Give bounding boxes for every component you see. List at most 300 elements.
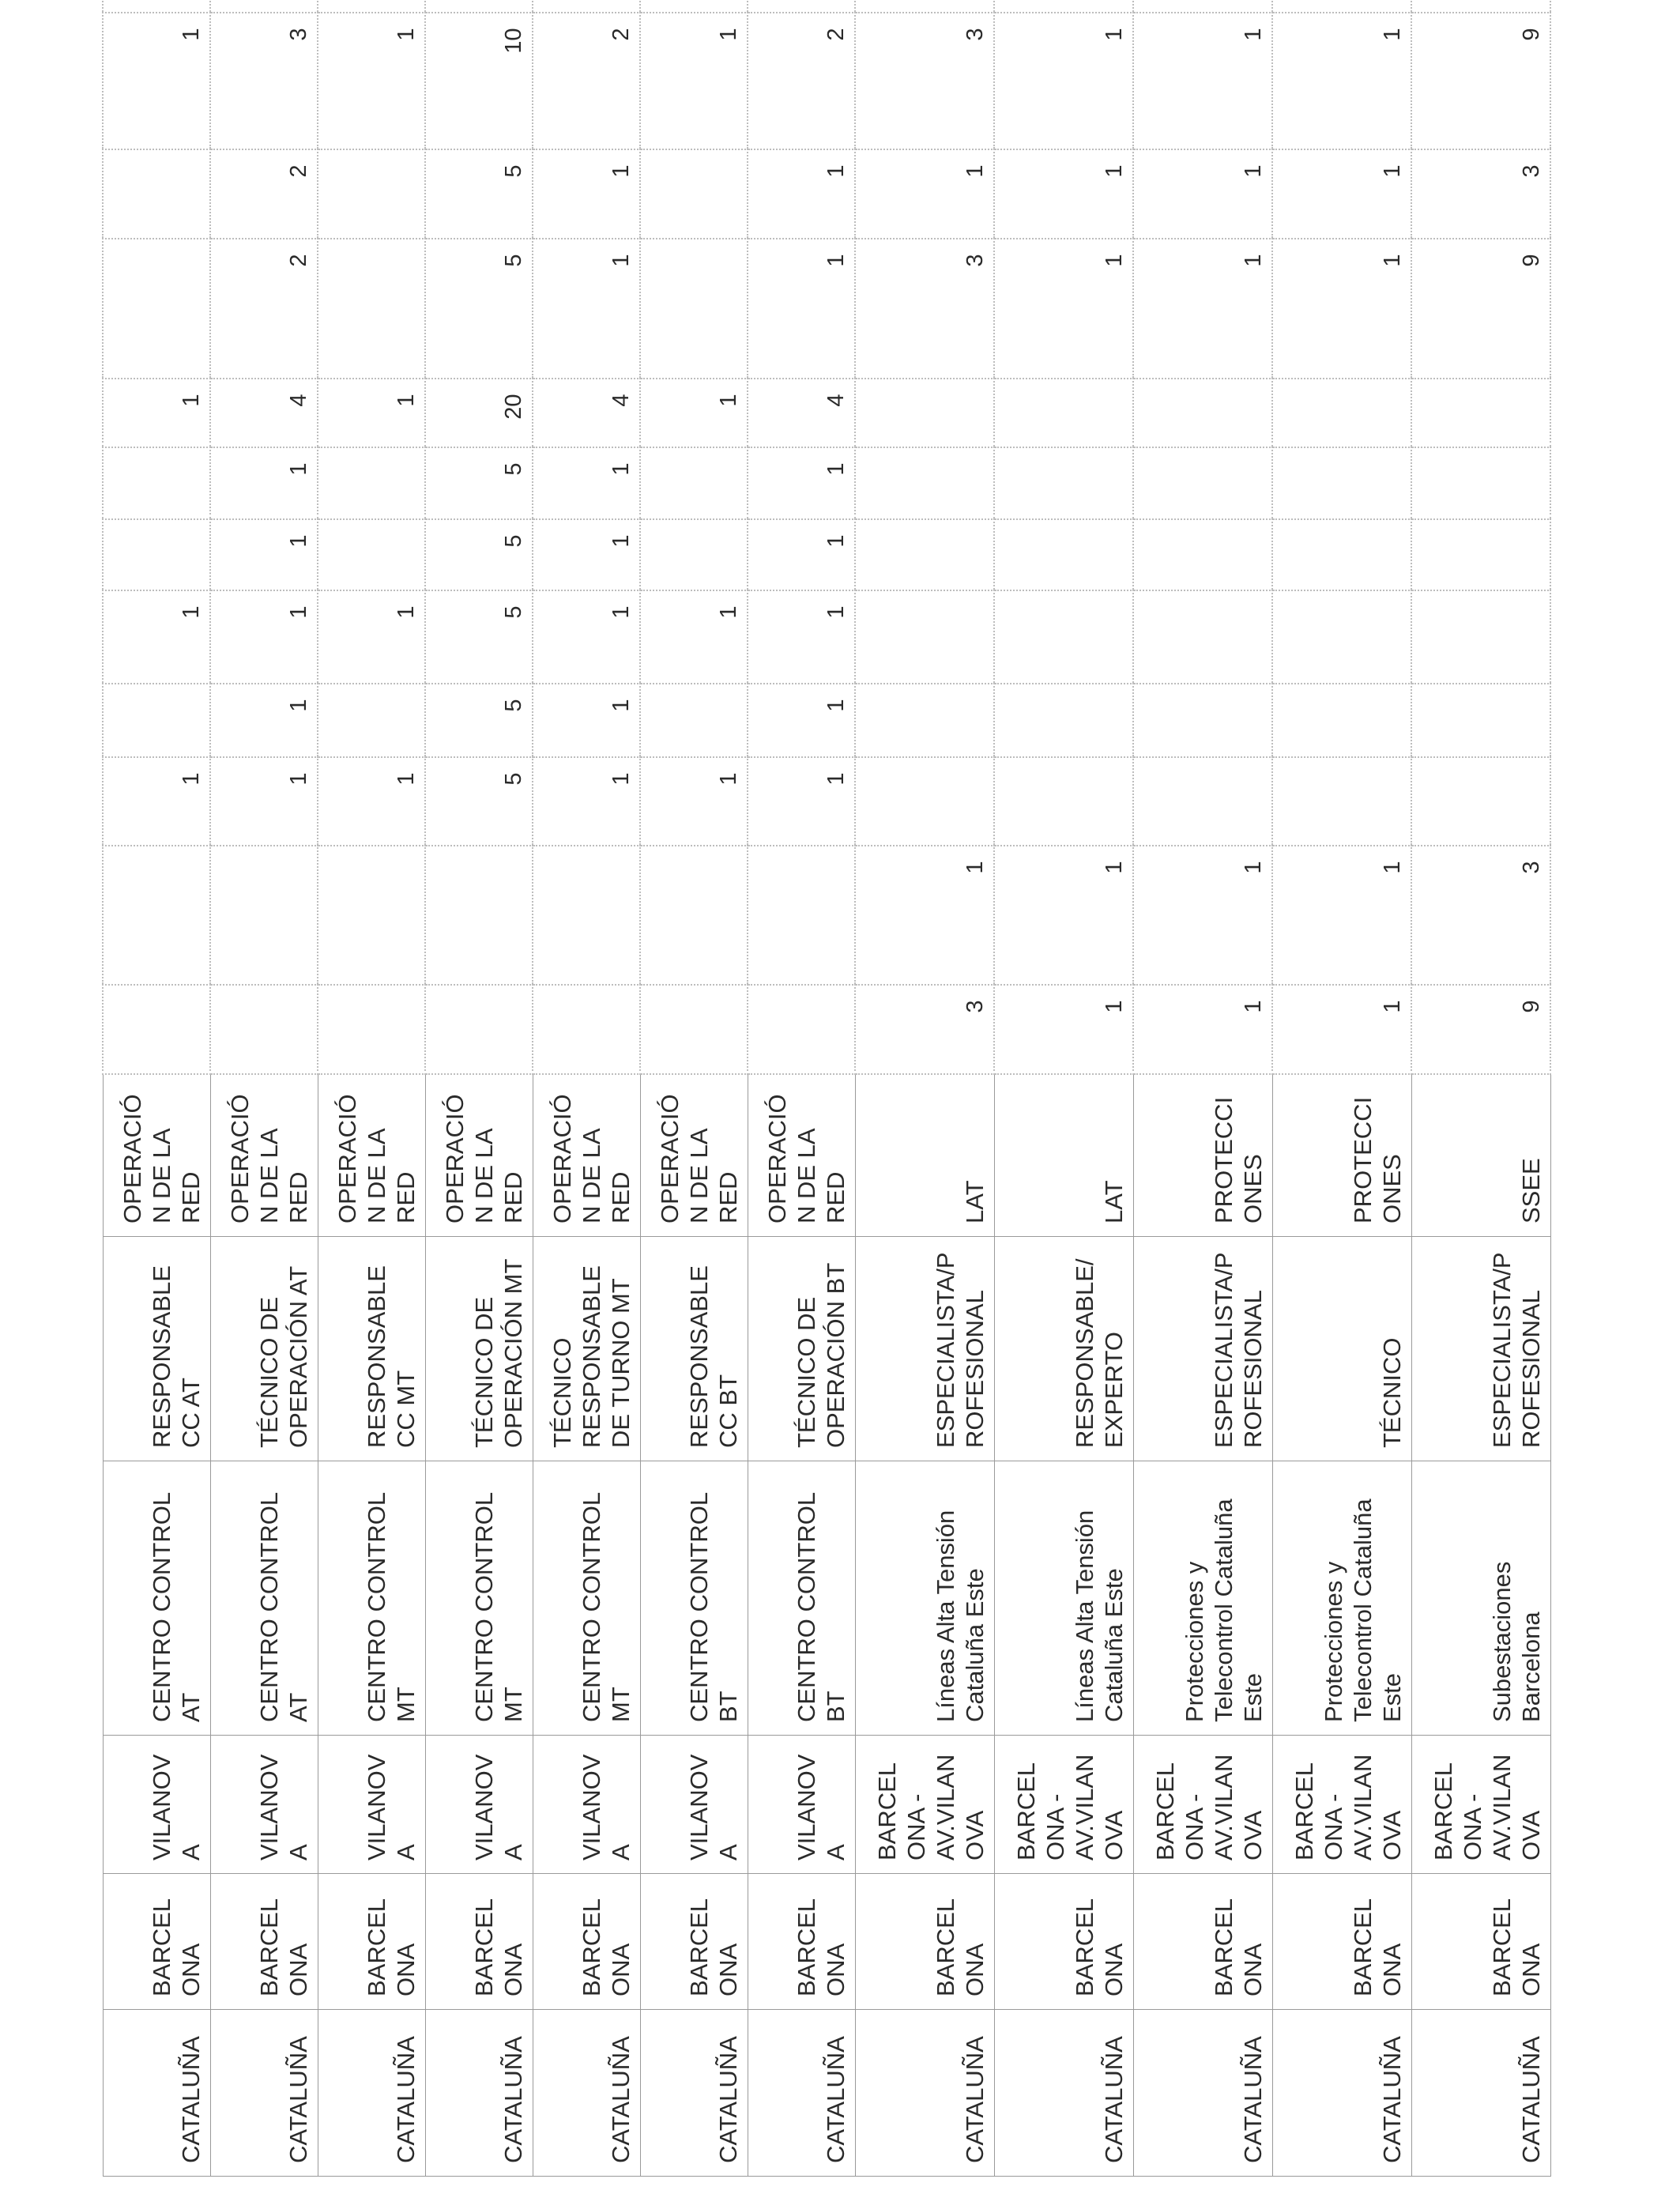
value-text: 1 (286, 534, 311, 548)
value-text: 1 (286, 462, 311, 476)
value-cell (533, 150, 640, 239)
province-cell (103, 1874, 210, 2010)
position-cell-text: TÉCNICO (1377, 1337, 1406, 1448)
position-cell (318, 1237, 425, 1461)
value-text: 1 (823, 164, 849, 178)
center-cell (994, 1461, 1133, 1736)
value-cell (425, 239, 533, 379)
center-cell-text: CENTRO CONTROL AT (147, 1493, 205, 1722)
value-text (500, 0, 532, 13)
value-text (635, 847, 639, 985)
value-text: 20 (501, 394, 526, 420)
value-cell (994, 846, 1133, 986)
value-cell (318, 758, 425, 846)
value-cell (318, 239, 425, 379)
position-cell-text: TÉCNICO RESPONSABLE DE TURNO MT (548, 1265, 635, 1448)
value-cell (210, 684, 318, 758)
center-cell (748, 1461, 855, 1736)
location-cell-text: VILANOVA (254, 1754, 312, 1860)
staffing-table (102, 0, 1551, 2177)
value-text (1240, 0, 1271, 13)
value-text: 3 (962, 28, 988, 41)
value-text: 1 (394, 605, 419, 619)
table-row (1133, 0, 1272, 2177)
value-text (742, 151, 747, 239)
value-text (989, 449, 993, 519)
province-cell (210, 1874, 318, 2010)
value-text (742, 685, 747, 757)
value-cell (1133, 239, 1272, 379)
position-cell-text: TÉCNICO DE OPERACIÓN AT (254, 1265, 312, 1448)
value-cell (1411, 0, 1550, 13)
province-cell (640, 1874, 748, 2010)
value-text: 1 (179, 772, 204, 786)
value-cell (210, 591, 318, 684)
province-cell-text: BARCELONA (792, 1898, 849, 1996)
table-row (1411, 0, 1550, 2177)
province-cell-text: BARCELONA (469, 1898, 527, 1996)
position-cell (640, 1237, 748, 1461)
value-text (285, 0, 317, 13)
value-cell (103, 846, 210, 986)
value-cell (855, 150, 994, 239)
value-text: 4 (608, 394, 634, 407)
region-cell-text: CATALUÑA (821, 2036, 849, 2163)
value-text (823, 0, 854, 13)
value-text (205, 449, 209, 519)
value-cell (748, 684, 855, 758)
center-cell (318, 1461, 425, 1736)
center-cell (855, 1461, 994, 1736)
value-cell (425, 379, 533, 448)
value-text (962, 0, 993, 13)
value-cell (994, 986, 1133, 1075)
location-cell (1133, 1736, 1272, 1874)
value-text (1406, 592, 1411, 684)
value-cell (1272, 239, 1411, 379)
value-cell (1133, 150, 1272, 239)
value-cell (425, 448, 533, 520)
value-cell (855, 13, 994, 150)
value-cell (1272, 0, 1411, 13)
position-cell (1272, 1237, 1411, 1461)
value-cell (1411, 520, 1550, 591)
position-cell (103, 1237, 210, 1461)
province-cell (533, 1874, 640, 2010)
location-cell (1272, 1736, 1411, 1874)
value-text: 1 (608, 699, 634, 712)
area-cell (533, 1075, 640, 1237)
value-text (1545, 380, 1550, 447)
value-cell (1272, 150, 1411, 239)
value-text: 1 (1102, 861, 1127, 874)
value-text (420, 521, 424, 590)
value-text (715, 0, 747, 13)
region-cell-text: CATALUÑA (391, 2036, 420, 2163)
value-cell (318, 520, 425, 591)
province-cell-text: BARCELONA (254, 1898, 312, 1996)
area-cell-text: OPERACIÓN DE LA RED (225, 1094, 312, 1223)
province-cell-text: BARCELONA (147, 1898, 205, 1996)
value-cell (1133, 448, 1272, 520)
region-cell-text: CATALUÑA (499, 2036, 527, 2163)
position-cell-text: TÉCNICO DE OPERACIÓN BT (792, 1262, 849, 1448)
region-cell-text: CATALUÑA (714, 2036, 742, 2163)
center-cell-text: Protecciones y Telecontrol Cataluña Este (1319, 1498, 1406, 1722)
location-cell-text: BARCELONA - AV.VILANOVA (1011, 1754, 1128, 1860)
area-cell-text: PROTECCIONES (1348, 1096, 1406, 1223)
area-cell-text: PROTECCIONES (1209, 1096, 1267, 1223)
center-cell-text: Líneas Alta Tensión Cataluña Este (1070, 1510, 1128, 1722)
value-cell (1133, 0, 1272, 13)
value-cell (533, 239, 640, 379)
value-cell (855, 684, 994, 758)
value-cell (103, 0, 210, 13)
location-cell-text: BARCELONA - AV.VILANOVA (872, 1754, 989, 1860)
value-text (1406, 521, 1411, 590)
value-text: 3 (962, 254, 988, 267)
value-cell (1411, 684, 1550, 758)
position-cell-text: RESPONSABLE CC MT (362, 1265, 420, 1448)
value-cell (640, 13, 748, 150)
value-cell (994, 520, 1133, 591)
area-cell-text: LAT (960, 1180, 989, 1223)
region-cell (210, 2010, 318, 2177)
value-cell (425, 684, 533, 758)
value-cell (748, 0, 855, 13)
area-cell (318, 1075, 425, 1237)
value-cell (103, 591, 210, 684)
value-text: 1 (1241, 164, 1266, 178)
value-cell (1133, 13, 1272, 150)
region-cell (748, 2010, 855, 2177)
area-cell-text: OPERACIÓN DE LA RED (655, 1094, 742, 1223)
value-cell (1272, 520, 1411, 591)
value-text (742, 449, 747, 519)
value-text: 1 (608, 462, 634, 476)
value-text (1406, 449, 1411, 519)
value-cell (1133, 846, 1272, 986)
location-cell-text: BARCELONA - AV.VILANOVA (1151, 1754, 1267, 1860)
province-cell (1272, 1874, 1411, 2010)
value-text: 1 (608, 164, 634, 178)
center-cell-text: CENTRO CONTROL AT (254, 1493, 312, 1722)
value-text: 3 (1519, 861, 1544, 874)
value-text (1267, 592, 1271, 684)
value-text: 1 (716, 772, 741, 786)
value-cell (425, 0, 533, 13)
province-cell-text: BARCELONA (1348, 1898, 1406, 1996)
value-text (1267, 685, 1271, 757)
value-text: 1 (1102, 164, 1127, 178)
position-cell (210, 1237, 318, 1461)
region-cell-text: CATALUÑA (1516, 2036, 1545, 2163)
value-cell (994, 13, 1133, 150)
value-cell (1411, 591, 1550, 684)
value-cell (1272, 986, 1411, 1075)
location-cell (425, 1736, 533, 1874)
location-cell (640, 1736, 748, 1874)
value-cell (1272, 846, 1411, 986)
value-text: 4 (286, 394, 311, 407)
value-cell (855, 448, 994, 520)
value-cell (855, 758, 994, 846)
value-text (1406, 380, 1411, 447)
value-text (1128, 521, 1132, 590)
value-cell (640, 448, 748, 520)
value-text (205, 240, 209, 379)
value-cell (748, 150, 855, 239)
value-text: 1 (179, 394, 204, 407)
position-cell (1133, 1237, 1272, 1461)
value-text (849, 847, 854, 985)
position-cell-text: TÉCNICO DE OPERACIÓN MT (469, 1258, 527, 1448)
value-text: 1 (1102, 1000, 1127, 1013)
position-cell-text: ESPECIALISTA/PROFESIONAL (1209, 1252, 1267, 1448)
value-text (527, 986, 532, 1074)
center-cell-text: Líneas Alta Tensión Cataluña Este (931, 1510, 989, 1722)
value-text (1518, 0, 1550, 13)
value-cell (640, 520, 748, 591)
position-cell-text: RESPONSABLE CC AT (147, 1265, 205, 1448)
value-cell (1133, 684, 1272, 758)
value-text (1267, 449, 1271, 519)
value-text: 2 (286, 254, 311, 267)
center-cell-text: CENTRO CONTROL BT (792, 1493, 849, 1722)
table-body (103, 0, 1550, 2177)
province-cell (748, 1874, 855, 2010)
value-text: 1 (1380, 28, 1405, 41)
value-text: 1 (962, 164, 988, 178)
region-cell-text: CATALUÑA (1377, 2036, 1406, 2163)
center-cell (640, 1461, 748, 1736)
table-row (318, 0, 425, 2177)
value-text: 1 (1102, 254, 1127, 267)
value-text: 1 (286, 772, 311, 786)
center-cell-text: Protecciones y Telecontrol Cataluña Este (1180, 1498, 1267, 1722)
value-cell (748, 591, 855, 684)
center-cell (1411, 1461, 1550, 1736)
value-text: 9 (1519, 28, 1544, 41)
region-cell-text: CATALUÑA (606, 2036, 635, 2163)
value-text: 5 (501, 534, 526, 548)
table-row (210, 0, 318, 2177)
value-cell (103, 13, 210, 150)
value-cell (425, 150, 533, 239)
province-cell (1411, 1874, 1550, 2010)
value-cell (210, 758, 318, 846)
position-cell (425, 1237, 533, 1461)
region-cell (1133, 2010, 1272, 2177)
location-cell (318, 1736, 425, 1874)
value-text: 1 (823, 699, 849, 712)
location-cell-text: VILANOVA (577, 1754, 635, 1860)
value-cell (533, 986, 640, 1075)
province-cell-text: BARCELONA (577, 1898, 635, 1996)
position-cell (855, 1237, 994, 1461)
value-text (989, 685, 993, 757)
value-cell (210, 986, 318, 1075)
value-text (1267, 380, 1271, 447)
value-text (1267, 521, 1271, 590)
value-text: 1 (823, 254, 849, 267)
value-cell (1272, 13, 1411, 150)
value-cell (855, 379, 994, 448)
value-text (1101, 0, 1132, 13)
value-cell (994, 150, 1133, 239)
province-cell-text: BARCELONA (931, 1898, 989, 1996)
value-cell (1411, 150, 1550, 239)
value-cell (640, 0, 748, 13)
area-cell-text: OPERACIÓN DE LA RED (333, 1094, 420, 1223)
value-text: 3 (286, 28, 311, 41)
value-text: 1 (962, 861, 988, 874)
value-text: 1 (608, 534, 634, 548)
value-cell (640, 150, 748, 239)
value-text (205, 521, 209, 590)
value-text (1545, 449, 1550, 519)
value-text: 1 (1380, 254, 1405, 267)
value-text: 1 (823, 462, 849, 476)
value-cell (748, 239, 855, 379)
value-cell (640, 591, 748, 684)
value-text: 1 (1102, 28, 1127, 41)
value-text: 1 (1241, 254, 1266, 267)
value-cell (318, 684, 425, 758)
value-text (312, 847, 317, 985)
value-cell (103, 758, 210, 846)
region-cell (533, 2010, 640, 2177)
center-cell-text: CENTRO CONTROL MT (469, 1493, 527, 1722)
area-cell (1133, 1075, 1272, 1237)
province-cell-text: BARCELONA (1487, 1898, 1545, 1996)
area-cell-text: OPERACIÓN DE LA RED (440, 1094, 527, 1223)
region-cell-text: CATALUÑA (1238, 2036, 1267, 2163)
value-cell (318, 0, 425, 13)
value-text: 1 (608, 254, 634, 267)
value-text (205, 847, 209, 985)
value-cell (1133, 986, 1272, 1075)
value-text: 1 (1241, 28, 1266, 41)
value-cell (318, 986, 425, 1075)
value-cell (640, 846, 748, 986)
location-cell-text: VILANOVA (362, 1754, 420, 1860)
value-cell (1411, 13, 1550, 150)
value-text (312, 986, 317, 1074)
region-cell-text: CATALUÑA (1099, 2036, 1128, 2163)
province-cell-text: BARCELONA (1209, 1898, 1267, 1996)
value-cell (994, 684, 1133, 758)
value-text (205, 986, 209, 1074)
value-text (635, 986, 639, 1074)
value-cell (1133, 520, 1272, 591)
value-cell (1272, 684, 1411, 758)
value-cell (425, 846, 533, 986)
province-cell (1133, 1874, 1272, 2010)
area-cell (425, 1075, 533, 1237)
value-text: 5 (501, 605, 526, 619)
value-text (742, 521, 747, 590)
value-text (1545, 592, 1550, 684)
region-cell (1411, 2010, 1550, 2177)
value-text (420, 986, 424, 1074)
value-text: 3 (962, 1000, 988, 1013)
value-cell (425, 520, 533, 591)
area-cell-text: OPERACIÓN DE LA RED (118, 1094, 205, 1223)
value-text: 9 (1519, 254, 1544, 267)
value-cell (425, 13, 533, 150)
value-cell (640, 379, 748, 448)
area-cell (1411, 1075, 1550, 1237)
region-cell (103, 2010, 210, 2177)
province-cell (318, 1874, 425, 2010)
province-cell (855, 1874, 994, 2010)
value-text: 1 (716, 605, 741, 619)
value-cell (533, 448, 640, 520)
center-cell-text: Subestaciones Barcelona (1487, 1561, 1545, 1722)
location-cell-text: VILANOVA (792, 1754, 849, 1860)
value-text: 1 (286, 605, 311, 619)
region-cell (994, 2010, 1133, 2177)
location-cell-text: VILANOVA (469, 1754, 527, 1860)
value-cell (210, 0, 318, 13)
value-text: 2 (823, 28, 849, 41)
value-cell (640, 684, 748, 758)
center-cell (210, 1461, 318, 1736)
table-row (425, 0, 533, 2177)
value-cell (318, 379, 425, 448)
center-cell-text: CENTRO CONTROL MT (577, 1493, 635, 1722)
center-cell (1272, 1461, 1411, 1736)
value-cell (640, 239, 748, 379)
value-cell (533, 684, 640, 758)
value-cell (994, 448, 1133, 520)
region-cell (1272, 2010, 1411, 2177)
value-text: 1 (1380, 861, 1405, 874)
area-cell (1272, 1075, 1411, 1237)
position-cell (994, 1237, 1133, 1461)
value-text: 1 (1241, 1000, 1266, 1013)
value-cell (533, 846, 640, 986)
value-cell (1411, 448, 1550, 520)
value-cell (1411, 379, 1550, 448)
value-text: 1 (608, 772, 634, 786)
province-cell (425, 1874, 533, 2010)
value-text: 5 (501, 699, 526, 712)
position-cell (748, 1237, 855, 1461)
area-cell-text: LAT (1099, 1180, 1128, 1223)
table-row (994, 0, 1133, 2177)
value-text: 1 (394, 394, 419, 407)
value-text (420, 240, 424, 379)
value-text (420, 449, 424, 519)
value-text: 5 (501, 254, 526, 267)
location-cell (533, 1736, 640, 1874)
location-cell (855, 1736, 994, 1874)
value-cell (533, 379, 640, 448)
area-cell (210, 1075, 318, 1237)
table-row (1272, 0, 1411, 2177)
table-row (748, 0, 855, 2177)
position-cell-text: ESPECIALISTA/PROFESIONAL (931, 1252, 989, 1448)
value-text: 1 (1380, 1000, 1405, 1013)
value-text: 1 (716, 28, 741, 41)
location-cell-text: VILANOVA (147, 1754, 205, 1860)
location-cell (210, 1736, 318, 1874)
center-cell (533, 1461, 640, 1736)
value-text (742, 240, 747, 379)
value-text (527, 847, 532, 985)
